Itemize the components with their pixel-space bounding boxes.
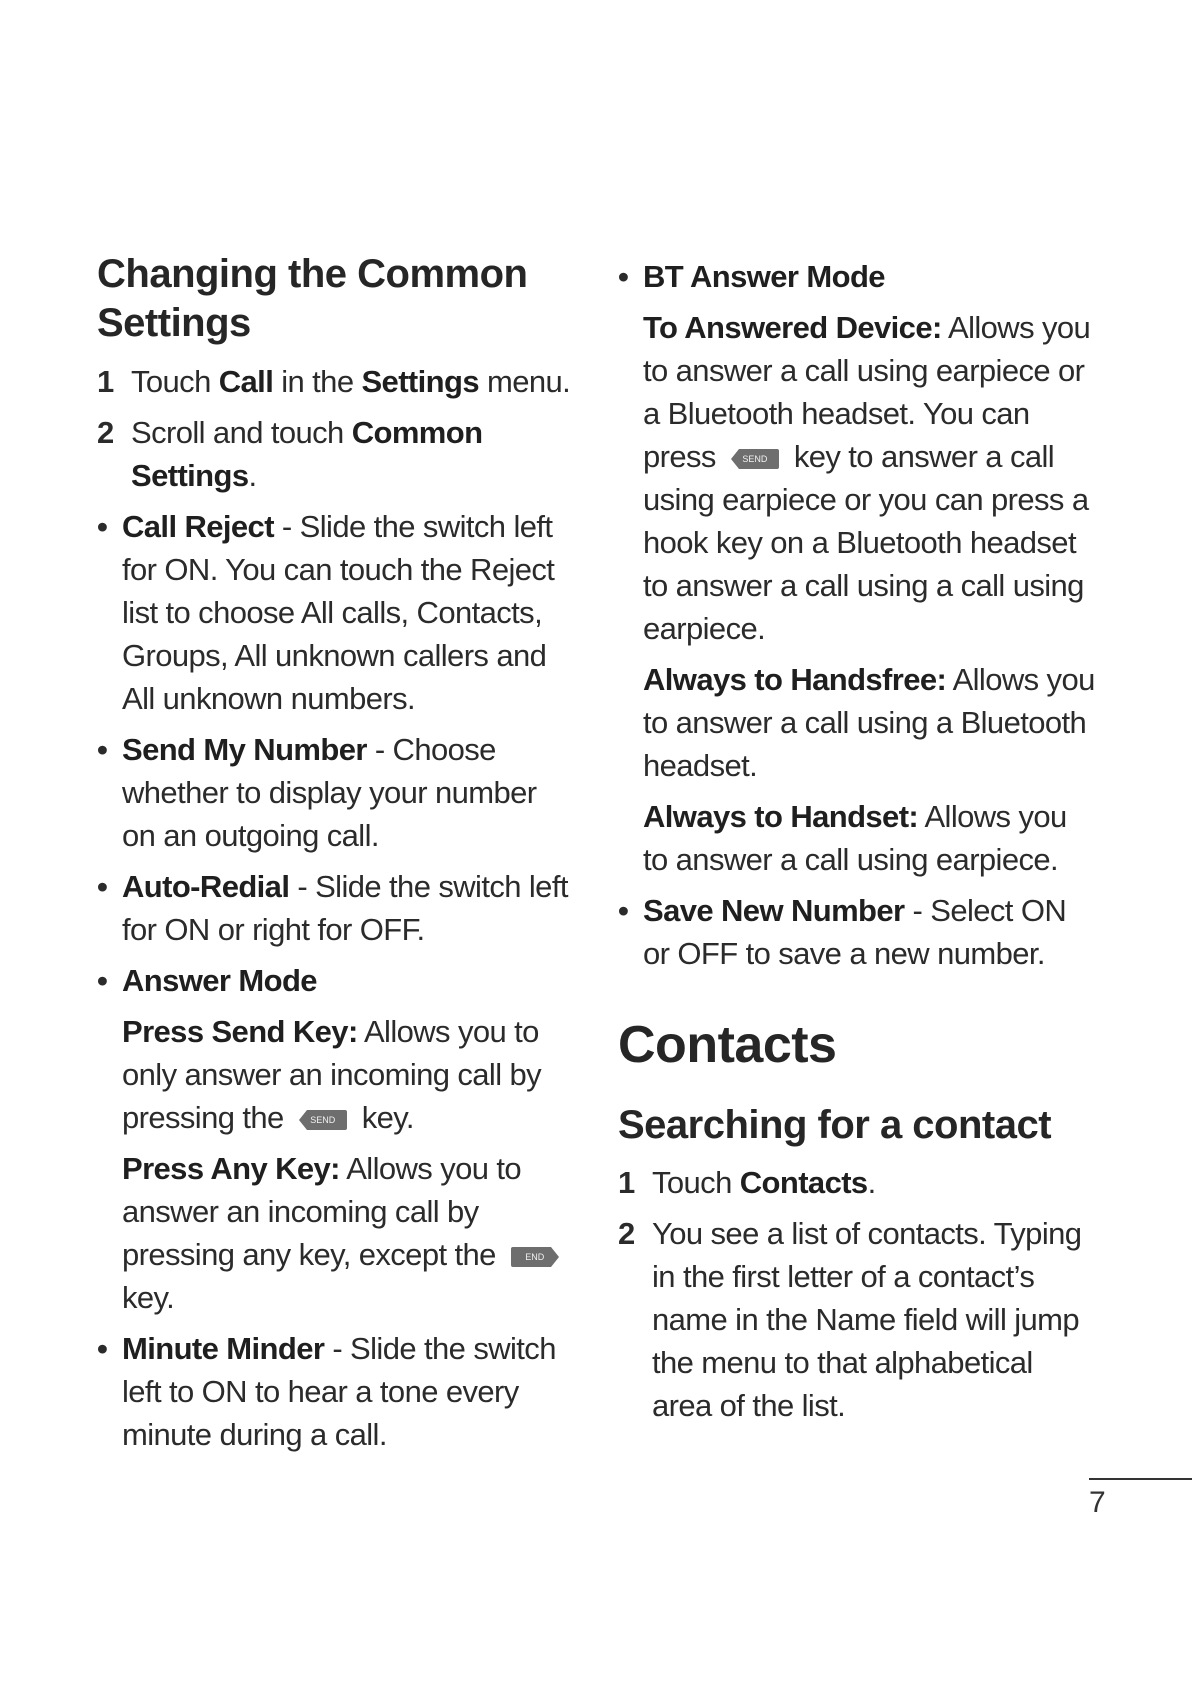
bullet-minute-minder — [97, 1327, 577, 1456]
end-key-label: END — [525, 1251, 545, 1262]
step-text: Touch — [131, 364, 219, 399]
step-text: You see a list of contacts. Typing in the first letter of a contact’s name in the Name field will jump the menu to that alphabetical area of the list. — [652, 1216, 1082, 1423]
step-text: Scroll and touch — [131, 415, 352, 450]
bullet-text: - Slide the switch left to ON to hear a tone every minute during a call. — [122, 1331, 556, 1452]
option-text: key. — [122, 1280, 175, 1315]
step-term-common-settings: Common Settings — [131, 415, 483, 493]
right-column — [618, 255, 1098, 1435]
bullet-text: - Choose whether to display your number on an outgoing call. — [122, 732, 537, 853]
step-number: 2 — [618, 1216, 635, 1251]
bullet-dot: • — [618, 259, 629, 294]
end-key-icon — [510, 1246, 560, 1268]
option-text: Allows you to answer a call using earpiece or a Bluetooth headset. You can press — [643, 310, 1091, 474]
step-1 — [97, 360, 577, 403]
section-heading-searching: Searching for a contact — [618, 1103, 1052, 1147]
step-text: . — [867, 1165, 876, 1200]
step-number: 1 — [618, 1165, 635, 1200]
bullet-title: Answer Mode — [122, 963, 317, 998]
send-key-label: SEND — [310, 1114, 336, 1125]
bullet-dot: • — [97, 1331, 108, 1366]
bullet-auto-redial — [97, 865, 577, 951]
option-always-to-handset — [618, 795, 1098, 881]
option-text: key. — [353, 1100, 414, 1135]
option-always-to-handsfree — [618, 658, 1098, 787]
bullet-title: Send My Number — [122, 732, 367, 767]
bullet-title: Call Reject — [122, 509, 274, 544]
step-1 — [618, 1161, 1098, 1204]
option-press-send-key — [97, 1010, 577, 1139]
step-term-settings: Settings — [361, 364, 479, 399]
page-number: 7 — [1089, 1486, 1106, 1519]
step-2 — [618, 1212, 1098, 1427]
step-number: 1 — [97, 364, 114, 399]
option-title: Always to Handset: — [643, 799, 919, 834]
send-key-icon — [730, 448, 780, 470]
bullet-dot: • — [97, 963, 108, 998]
option-title: Always to Handsfree: — [643, 662, 947, 697]
bullet-save-new-number — [618, 889, 1098, 975]
bullet-text: - Select ON or OFF to save a new number. — [643, 893, 1067, 971]
step-text: menu. — [478, 364, 571, 399]
bullet-text: - Slide the switch left for ON. You can touch the Reject list to choose All calls, Contacts, Groups, All unknown callers and All unknown numbers. — [122, 509, 555, 716]
step-text: . — [248, 458, 257, 493]
step-text: in the — [273, 364, 362, 399]
bullet-title: Minute Minder — [122, 1331, 325, 1366]
bullet-dot: • — [97, 509, 108, 544]
option-text: Allows you to only answer an incoming call by pressing the — [122, 1014, 542, 1135]
option-text: Allows you to answer an incoming call by pressing any key, except the — [122, 1151, 522, 1272]
bullet-bt-answer-mode — [618, 255, 1098, 298]
option-title: Press Send Key: — [122, 1014, 358, 1049]
page-number-rule — [1089, 1478, 1192, 1480]
section-heading-common-settings: Changing the Common Settings — [97, 252, 528, 345]
bullet-text: - Slide the switch left for ON or right for OFF. — [122, 869, 568, 947]
option-text: Allows you to answer a call using earpiece. — [643, 799, 1067, 877]
bullet-title: Auto-Redial — [122, 869, 290, 904]
send-key-icon — [298, 1109, 348, 1131]
send-key-label: SEND — [742, 453, 768, 464]
option-title: To Answered Device: — [643, 310, 942, 345]
step-number: 2 — [97, 415, 114, 450]
step-term-call: Call — [218, 364, 274, 399]
option-text: Allows you to answer a call using a Bluetooth headset. — [643, 662, 1095, 783]
option-title: Press Any Key: — [122, 1151, 340, 1186]
step-text: Touch — [652, 1165, 740, 1200]
bullet-send-my-number — [97, 728, 577, 857]
option-press-any-key — [97, 1147, 577, 1319]
chapter-heading-contacts: Contacts — [618, 1016, 837, 1074]
step-2 — [97, 411, 577, 497]
step-term-contacts: Contacts — [739, 1165, 868, 1200]
bullet-answer-mode — [97, 959, 577, 1002]
bullet-dot: • — [618, 893, 629, 928]
bullet-title: Save New Number — [643, 893, 905, 928]
option-to-answered-device — [618, 306, 1098, 650]
bullet-dot: • — [97, 869, 108, 904]
left-column — [97, 250, 577, 1464]
bullet-dot: • — [97, 732, 108, 767]
bullet-call-reject — [97, 505, 577, 720]
bullet-title: BT Answer Mode — [643, 259, 885, 294]
option-text: key to answer a call using earpiece or you can press a hook key on a Bluetooth headset to answer a call using a call using earpiece. — [643, 439, 1089, 646]
